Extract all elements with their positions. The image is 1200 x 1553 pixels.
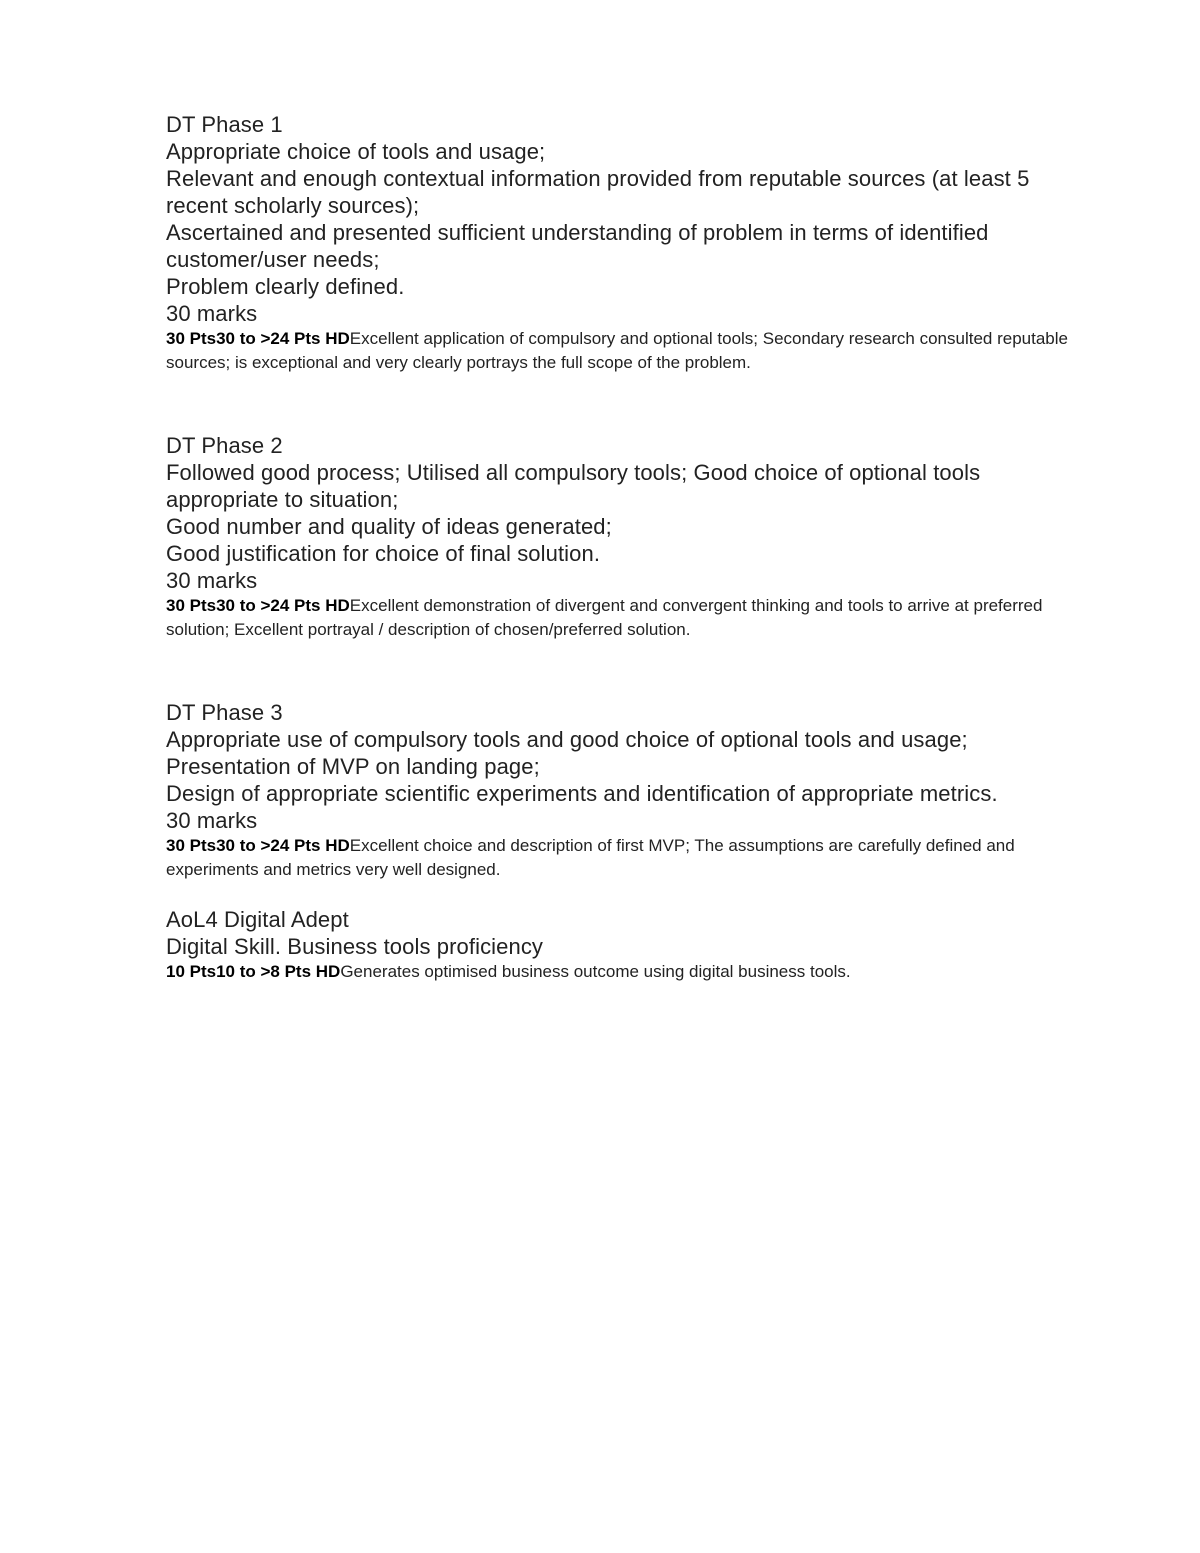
rating-description — [166, 834, 1096, 882]
spacer — [166, 882, 1096, 906]
marks-label: 30 marks — [166, 808, 258, 833]
section-title: DT Phase 1 — [166, 112, 283, 137]
rating-description — [166, 327, 1096, 375]
spacer — [166, 375, 1096, 432]
section-dt-phase-3 — [166, 699, 1096, 882]
criterion: Appropriate use of compulsory tools and good choice of optional tools and usage; — [166, 727, 968, 752]
spacer — [166, 642, 1096, 699]
rating-points: 30 Pts30 to >24 Pts HD — [166, 596, 350, 615]
rating-text: Generates optimised business outcome using digital business tools. — [340, 962, 851, 981]
criterion: Design of appropriate scientific experiments and identification of appropriate metrics. — [166, 781, 998, 806]
rating-points: 10 Pts10 to >8 Pts HD — [166, 962, 341, 981]
criterion: Good number and quality of ideas generated; — [166, 514, 612, 539]
section-title: DT Phase 2 — [166, 433, 283, 458]
marks-label: 30 marks — [166, 568, 258, 593]
rating-description — [166, 960, 1096, 984]
section-dt-phase-1 — [166, 111, 1096, 375]
section-aol4-digital-adept — [166, 906, 1096, 984]
section-title: AoL4 Digital Adept — [166, 907, 349, 932]
criterion: Ascertained and presented sufficient understanding of problem in terms of identified customer/user needs; — [166, 220, 989, 272]
rating-text: Excellent application of compulsory and optional tools; Secondary research consulted reputable sources; is exceptional and very clearly portrays the full scope of the problem. — [166, 329, 1068, 372]
criterion: Good justification for choice of final solution. — [166, 541, 601, 566]
rating-points: 30 Pts30 to >24 Pts HD — [166, 329, 350, 348]
rating-text: Excellent choice and description of first MVP; The assumptions are carefully defined and experiments and metrics very well designed. — [166, 836, 1015, 879]
criterion: Digital Skill. Business tools proficiency — [166, 934, 544, 959]
criterion: Appropriate choice of tools and usage; — [166, 139, 546, 164]
section-title: DT Phase 3 — [166, 700, 283, 725]
rating-points: 30 Pts30 to >24 Pts HD — [166, 836, 350, 855]
criterion: Presentation of MVP on landing page; — [166, 754, 540, 779]
criterion: Problem clearly defined. — [166, 274, 405, 299]
criterion: Followed good process; Utilised all compulsory tools; Good choice of optional tools appropriate to situation; — [166, 460, 981, 512]
marks-label: 30 marks — [166, 301, 258, 326]
criterion: Relevant and enough contextual information provided from reputable sources (at least 5 recent scholarly sources); — [166, 166, 1030, 218]
document-page — [166, 111, 1096, 984]
rating-description — [166, 594, 1096, 642]
section-dt-phase-2 — [166, 432, 1096, 642]
rating-text: Excellent demonstration of divergent and convergent thinking and tools to arrive at preferred solution; Excellent portrayal / description of chosen/preferred solution. — [166, 596, 1043, 639]
